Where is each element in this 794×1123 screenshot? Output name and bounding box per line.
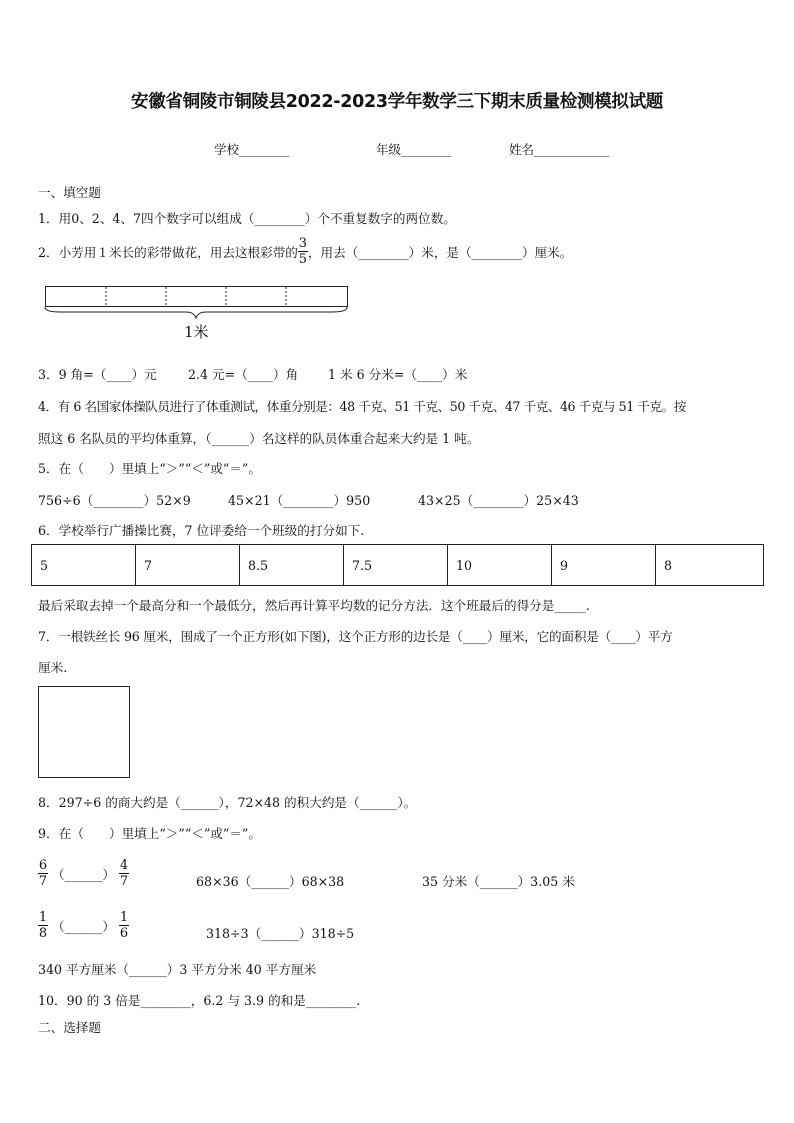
table-row: [32, 545, 764, 586]
question-4-line-1: 4．有 6 名国家体操队员进行了体重测试，体重分别是：48 千克、51 千克、50 千克、47 千克、46 千克与 51 千克。按: [38, 399, 686, 414]
question-9-expr-1: 68×36（______）68×38: [196, 874, 345, 889]
square-figure: [38, 686, 130, 778]
grade-field: 年级________: [376, 142, 452, 157]
name-field: 姓名____________: [509, 142, 610, 157]
question-9-expr-4: 340 平方厘米（______）3 平方分米 40 平方厘米: [38, 962, 317, 977]
page-title: 安徽省铜陵市铜陵县2022-2023学年数学三下期末质量检测模拟试题: [131, 92, 663, 112]
question-5b: 45×21（________）950: [228, 493, 371, 508]
ribbon-label: 1米: [184, 323, 209, 341]
school-field: 学校________: [214, 142, 290, 157]
score-cell: 10: [448, 545, 552, 586]
question-8: 8．297÷6 的商大约是（______），72×48 的积大约是（______）。: [38, 795, 417, 810]
question-3c: 1 米 6 分米=（____）米: [328, 367, 468, 382]
question-9-expr-3: 318÷3（______）318÷5: [206, 926, 355, 941]
question-6-tail: 最后采取去掉一个最高分和一个最低分，然后再计算平均数的记分方法．这个班最后的得分是_____.: [38, 598, 590, 613]
question-6-heading: 6．学校举行广播操比赛，7 位评委给一个班级的打分如下.: [38, 523, 365, 538]
question-2-text-pre: 2．小芳用１米长的彩带做花，用去这根彩带的: [38, 245, 298, 260]
question-7-line-1: 7．一根铁丝长 96 厘米，围成了一个正方形(如下图)，这个正方形的边长是（____）厘米，它的面积是（____）平方: [38, 629, 673, 644]
question-3a: 3．9 角=（____）元: [38, 367, 157, 382]
scores-table: [31, 544, 764, 586]
ribbon-rect: [46, 287, 348, 307]
fraction-left: $\frac{6}{7}$: [38, 858, 48, 889]
question-9-heading: 9．在（ ）里填上“＞”“＜”或“＝”。: [38, 826, 261, 841]
question-5c: 43×25（________）25×43: [418, 493, 579, 508]
question-5-heading: 5．在（ ）里填上“＞”“＜”或“＝”。: [38, 461, 261, 476]
fraction-right: $\frac{4}{7}$: [119, 858, 129, 889]
section-choice-heading: 二、选择题: [38, 1020, 101, 1035]
question-2-text-post: ，用去（________）米，是（________）厘米。: [307, 245, 573, 260]
ribbon-brace: [45, 307, 347, 318]
score-cell: 7: [136, 545, 240, 586]
compare-blank: （______）: [52, 867, 115, 882]
question-4-line-2: 照这 6 名队员的平均体重算，（______）名这样的队员体重合起来大约是 1 吨。: [38, 431, 480, 446]
fraction-three-fifths: $\frac{3}{5}$: [298, 236, 308, 267]
compare-blank: （______）: [52, 919, 115, 934]
score-cell: 7.5: [344, 545, 448, 586]
question-1: 1．用0、2、4、7四个数字可以组成（________）个不重复数字的两位数。: [38, 211, 456, 226]
question-9-fraction-compare-2: [38, 910, 129, 941]
question-10: 10．90 的 3 倍是________，6.2 与 3.9 的和是________.: [38, 993, 361, 1008]
fraction-right: $\frac{1}{6}$: [119, 910, 129, 941]
question-2: [38, 236, 572, 267]
question-9-expr-2: 35 分米（______）3.05 米: [422, 874, 575, 889]
question-3b: 2.4 元=（____）角: [188, 367, 299, 382]
question-7-line-2: 厘米.: [38, 660, 68, 675]
score-cell: 8.5: [240, 545, 344, 586]
score-cell: 5: [32, 545, 136, 586]
score-cell: 9: [552, 545, 656, 586]
question-5a: 756÷6（________）52×9: [38, 493, 191, 508]
question-9-fraction-compare-1: [38, 858, 129, 889]
fraction-left: $\frac{1}{8}$: [38, 910, 48, 941]
score-cell: 8: [656, 545, 764, 586]
ribbon-diagram: [40, 284, 352, 320]
section-fill-blank-heading: 一、填空题: [38, 185, 101, 200]
